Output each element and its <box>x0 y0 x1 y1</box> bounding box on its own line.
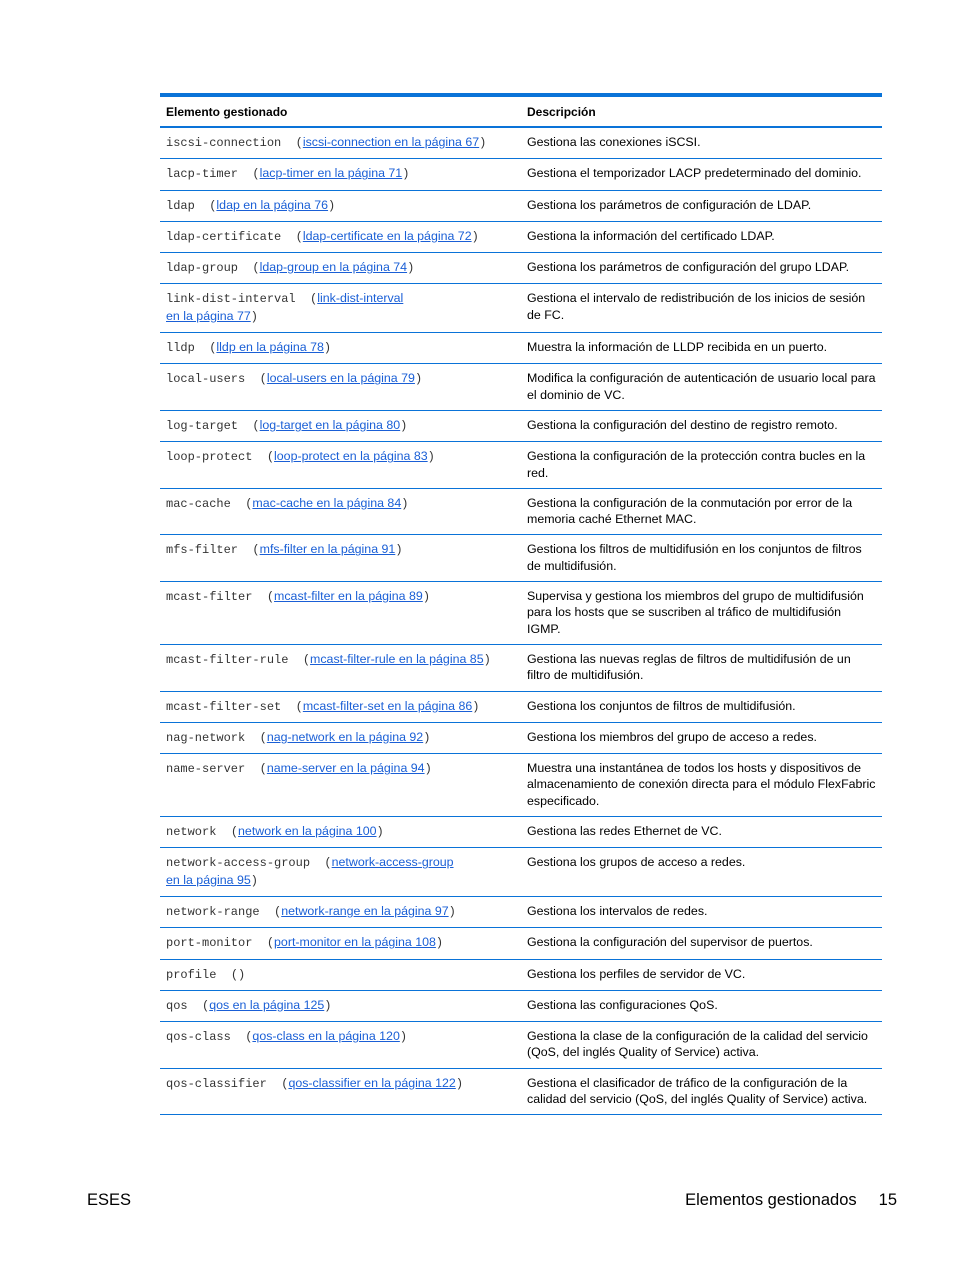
table-row <box>160 221 882 252</box>
table-row <box>160 488 882 535</box>
command-name: mcast-filter-rule <box>166 652 289 667</box>
description-cell: Gestiona el temporizador LACP predeterminado del dominio. <box>527 166 862 181</box>
table-row <box>160 691 882 722</box>
managed-elements-table-container <box>160 93 882 1115</box>
managed-element-cell <box>160 364 521 411</box>
page-reference-link[interactable]: port-monitor en la página 108 <box>274 935 436 950</box>
command-name: name-server <box>166 762 246 777</box>
page-reference-link[interactable]: qos en la página 125 <box>209 997 325 1012</box>
page-reference-link[interactable]: link-dist-interval <box>317 291 404 306</box>
page-reference-link[interactable]: local-users en la página 79 <box>266 371 415 386</box>
command-name: mac-cache <box>166 496 231 511</box>
table-row <box>160 442 882 489</box>
managed-element-cell <box>160 535 521 582</box>
table-row <box>160 253 882 284</box>
close-paren: ) <box>238 967 246 982</box>
table-row <box>160 284 882 333</box>
table-row <box>160 959 882 990</box>
open-paren: ( <box>238 167 260 182</box>
description-cell: Gestiona los miembros del grupo de acceso a redes. <box>527 729 817 744</box>
managed-element-cell <box>160 896 521 927</box>
close-paren: ) <box>427 450 435 465</box>
footer-language-code: ESES <box>87 1191 132 1209</box>
managed-element-cell <box>160 333 521 364</box>
description-cell: Gestiona la configuración de la conmutación por error de la memoria caché Ethernet MAC. <box>527 495 853 527</box>
page-reference-link[interactable]: network en la página 100 <box>238 824 377 839</box>
page-reference-link[interactable]: network-access-group <box>331 855 454 870</box>
page-reference-link[interactable]: lldp en la página 78 <box>216 340 324 355</box>
description-cell: Gestiona el intervalo de redistribución de los inicios de sesión de FC. <box>527 291 866 322</box>
page-reference-link[interactable]: mfs-filter en la página 91 <box>259 542 396 557</box>
table-row <box>160 1068 882 1115</box>
description-cell: Gestiona las configuraciones QoS. <box>527 997 718 1012</box>
page-reference-link[interactable]: mac-cache en la página 84 <box>252 495 402 510</box>
page-reference-link-continued[interactable]: en la página 95 <box>166 872 251 887</box>
description-cell: Gestiona la configuración del destino de registro remoto. <box>527 417 838 432</box>
table-row <box>160 896 882 927</box>
close-paren: ) <box>401 496 409 511</box>
close-paren: ) <box>471 229 479 244</box>
close-paren: ) <box>483 652 491 667</box>
command-name: ldap <box>166 198 195 213</box>
command-name: qos-class <box>166 1030 231 1045</box>
table-row <box>160 644 882 691</box>
close-paren: ) <box>323 341 332 356</box>
page-reference-link[interactable]: ldap-group en la página 74 <box>259 260 408 275</box>
close-paren: ) <box>479 136 487 150</box>
page-reference-link[interactable]: mcast-filter-set en la página 86 <box>302 698 473 713</box>
table-row <box>160 817 882 848</box>
table-row <box>160 127 882 159</box>
table-row <box>160 159 882 190</box>
command-name: mcast-filter <box>166 590 253 605</box>
managed-element-cell <box>160 990 521 1021</box>
managed-element-cell <box>160 410 521 441</box>
description-cell: Gestiona los filtros de multidifusión en los conjuntos de filtros de multidifusión. <box>527 542 862 573</box>
table-row <box>160 848 882 897</box>
command-name: loop-protect <box>166 450 253 465</box>
footer-page-number: 15 <box>878 1191 897 1209</box>
page-reference-link-continued[interactable]: en la página 77 <box>166 308 251 323</box>
description-cell: Gestiona el clasificador de tráfico de la configuración de la calidad del servicio (QoS, del inglés Quality of Service) activa. <box>527 1075 868 1106</box>
managed-element-cell <box>160 754 521 817</box>
close-paren: ) <box>435 936 444 951</box>
close-paren: ) <box>422 590 431 605</box>
managed-element-cell <box>160 928 521 959</box>
table-row <box>160 582 882 645</box>
open-paren: ( <box>216 825 239 840</box>
open-paren: ( <box>187 998 210 1013</box>
command-name: lldp <box>166 341 195 356</box>
page-reference-link[interactable]: mcast-filter en la página 89 <box>274 589 423 604</box>
open-paren: ( <box>281 229 303 244</box>
close-paren: ) <box>448 904 456 919</box>
managed-element-cell <box>160 190 521 221</box>
open-paren: ( <box>230 1030 253 1045</box>
command-name: link-dist-interval <box>166 292 296 307</box>
command-name: mfs-filter <box>166 543 239 558</box>
open-paren: ( <box>238 418 260 433</box>
managed-element-cell <box>160 127 521 159</box>
description-cell: Gestiona los intervalos de redes. <box>527 903 708 918</box>
description-cell: Modifica la configuración de autenticación de usuario local para el dominio de VC. <box>527 371 876 402</box>
page-reference-link[interactable]: name-server en la página 94 <box>266 761 425 776</box>
managed-element-cell <box>160 959 521 990</box>
table-row <box>160 754 882 817</box>
page-reference-link[interactable]: loop-protect en la página 83 <box>274 449 428 464</box>
close-paren: ) <box>395 543 403 558</box>
table-body <box>160 127 882 1115</box>
open-paren: ( <box>216 967 239 982</box>
open-paren: ( <box>281 136 303 150</box>
open-paren: ( <box>194 198 217 213</box>
close-paren: ) <box>376 825 384 840</box>
open-paren: ( <box>238 261 260 276</box>
description-cell: Gestiona la configuración del supervisor de puertos. <box>527 935 813 950</box>
table-row <box>160 190 882 221</box>
description-cell: Gestiona los parámetros de configuración del grupo LDAP. <box>527 260 850 275</box>
table-row <box>160 535 882 582</box>
description-cell: Muestra una instantánea de todos los hosts y dispositivos de almacenamiento de conexión directa para el módulo FlexFabric especificado. <box>527 761 876 808</box>
managed-element-cell <box>160 442 521 489</box>
page-reference-link[interactable]: network-range en la página 97 <box>281 903 449 918</box>
open-paren: ( <box>238 543 260 558</box>
command-name: qos <box>166 998 188 1013</box>
open-paren: ( <box>310 856 332 871</box>
open-paren: ( <box>288 652 311 667</box>
description-cell: Gestiona las nuevas reglas de filtros de multidifusión de un filtro de multidifusión. <box>527 651 851 683</box>
header-description: Descripción <box>527 105 596 119</box>
description-cell: Gestiona la configuración de la protección contra bucles en la red. <box>527 449 866 480</box>
footer-section-title: Elementos gestionados <box>685 1191 857 1209</box>
managed-element-cell <box>160 848 521 897</box>
page-reference-link[interactable]: ldap en la página 76 <box>216 197 329 212</box>
open-paren: ( <box>266 1076 289 1091</box>
page-reference-link[interactable]: iscsi-connection en la página 67 <box>302 135 480 149</box>
managed-element-cell <box>160 488 521 535</box>
table-row <box>160 333 882 364</box>
description-cell: Gestiona los conjuntos de filtros de multidifusión. <box>527 698 796 713</box>
command-name: network <box>166 825 217 840</box>
close-paren: ) <box>328 198 336 213</box>
command-name: network-access-group <box>166 856 311 871</box>
description-cell: Supervisa y gestiona los miembros del grupo de multidifusión para los hosts que se suscriben al tráfico de multidifusión IGMP. <box>527 589 864 636</box>
close-paren: ) <box>250 873 258 888</box>
command-name: ldap-group <box>166 261 239 276</box>
open-paren: ( <box>295 292 318 307</box>
open-paren: ( <box>259 904 282 919</box>
open-paren: ( <box>194 341 217 356</box>
page-reference-link[interactable]: log-target en la página 80 <box>259 417 401 432</box>
description-cell: Gestiona la clase de la configuración de la calidad del servicio (QoS, del inglés Quality of Service) activa. <box>527 1029 868 1060</box>
command-name: iscsi-connection <box>166 136 282 150</box>
managed-elements-table <box>160 93 882 1115</box>
description-cell: Gestiona los parámetros de configuración de LDAP. <box>527 197 812 212</box>
managed-element-cell <box>160 582 521 645</box>
managed-element-cell <box>160 159 521 190</box>
close-paren: ) <box>399 1030 408 1045</box>
close-paren: ) <box>400 418 408 433</box>
open-paren: ( <box>245 372 267 387</box>
description-cell: Gestiona los grupos de acceso a redes. <box>527 855 746 870</box>
page-reference-link[interactable]: qos-class en la página 120 <box>252 1029 400 1044</box>
table-row <box>160 364 882 411</box>
table-row <box>160 990 882 1021</box>
page-reference-link[interactable]: mcast-filter-rule en la página 85 <box>310 651 484 666</box>
close-paren: ) <box>407 261 415 276</box>
command-name: mcast-filter-set <box>166 699 282 714</box>
table-row <box>160 928 882 959</box>
open-paren: ( <box>252 590 275 605</box>
close-paren: ) <box>402 167 410 182</box>
description-cell: Gestiona las conexiones iSCSI. <box>527 135 701 149</box>
managed-element-cell <box>160 691 521 722</box>
managed-element-cell <box>160 817 521 848</box>
command-name: profile <box>166 967 217 982</box>
close-paren: ) <box>414 372 423 387</box>
command-name: nag-network <box>166 730 246 745</box>
open-paren: ( <box>281 699 303 714</box>
page-reference-link[interactable]: ldap-certificate en la página 72 <box>302 228 472 243</box>
page-reference-link[interactable]: qos-classifier en la página 122 <box>288 1075 456 1090</box>
command-name: ldap-certificate <box>166 229 282 244</box>
managed-element-cell <box>160 221 521 252</box>
open-paren: ( <box>252 936 275 951</box>
command-name: local-users <box>166 372 246 387</box>
managed-element-cell <box>160 722 521 753</box>
page-reference-link[interactable]: lacp-timer en la página 71 <box>259 166 403 181</box>
close-paren: ) <box>424 762 432 777</box>
table-header-row <box>160 95 882 127</box>
table-row <box>160 410 882 441</box>
close-paren: ) <box>324 998 332 1013</box>
managed-element-cell <box>160 644 521 691</box>
open-paren: ( <box>230 496 253 511</box>
close-paren: ) <box>423 730 431 745</box>
managed-element-cell <box>160 284 521 333</box>
footer-section <box>685 1191 897 1210</box>
table-row <box>160 1022 882 1069</box>
description-cell: Gestiona las redes Ethernet de VC. <box>527 824 722 839</box>
open-paren: ( <box>252 450 275 465</box>
command-name: network-range <box>166 904 260 919</box>
open-paren: ( <box>245 730 267 745</box>
close-paren: ) <box>250 309 258 324</box>
close-paren: ) <box>472 699 480 714</box>
managed-element-cell <box>160 1068 521 1115</box>
command-name: lacp-timer <box>166 167 239 182</box>
description-cell: Muestra la información de LLDP recibida en un puerto. <box>527 340 828 355</box>
page-reference-link[interactable]: nag-network en la página 92 <box>266 729 424 744</box>
command-name: port-monitor <box>166 936 253 951</box>
managed-element-cell <box>160 1022 521 1069</box>
description-cell: Gestiona la información del certificado LDAP. <box>527 228 775 243</box>
close-paren: ) <box>455 1076 464 1091</box>
command-name: qos-classifier <box>166 1076 267 1091</box>
header-managed-element: Elemento gestionado <box>166 105 288 119</box>
open-paren: ( <box>245 762 267 777</box>
description-cell: Gestiona los perfiles de servidor de VC. <box>527 966 746 981</box>
managed-element-cell <box>160 253 521 284</box>
table-row <box>160 722 882 753</box>
command-name: log-target <box>166 418 239 433</box>
